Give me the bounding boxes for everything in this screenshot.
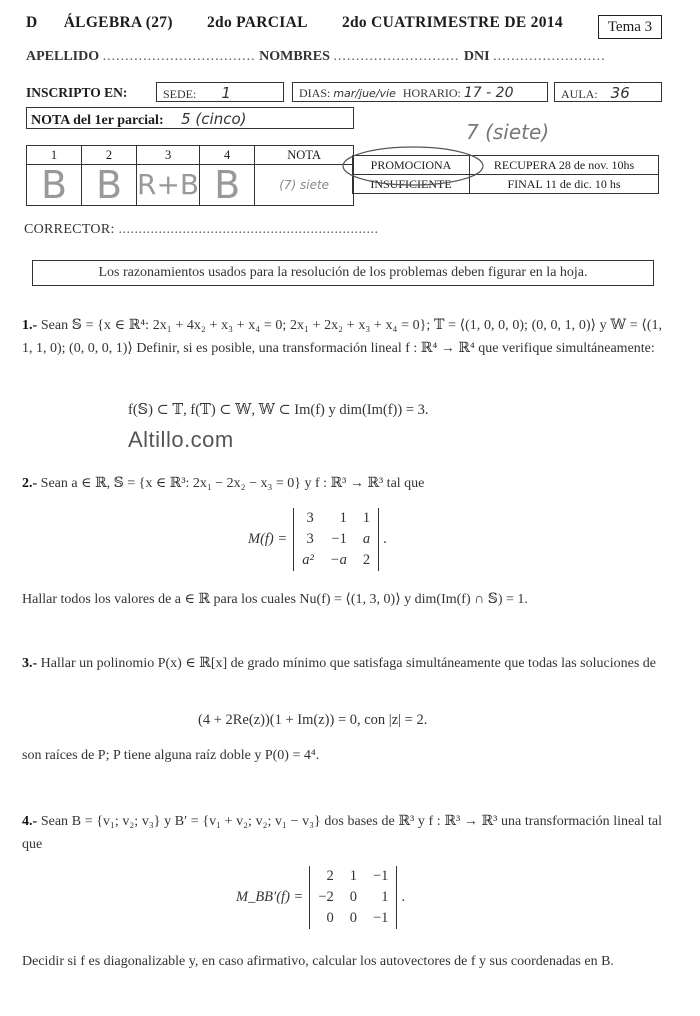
matrix-cell: −1 bbox=[331, 531, 347, 547]
header-code: D bbox=[26, 14, 38, 31]
grade-header-4: 4 bbox=[200, 146, 255, 165]
problem-4-text: Sean B = {v₁; v₂; v₃} y B′ = {v₁ + v₂; v₂; v₁ − v₃} dos bases de ℝ³ y f : ℝ³ → ℝ³ una transformación lineal tal que bbox=[22, 814, 663, 852]
grade-header-1: 1 bbox=[27, 146, 82, 165]
problem-2 bbox=[22, 472, 662, 495]
recupera-cell: RECUPERA 28 de nov. 10hs bbox=[470, 156, 659, 175]
sede-label: SEDE: bbox=[163, 87, 197, 101]
nota-final-handwritten: 7 (siete) bbox=[466, 120, 550, 144]
corrector-label: CORRECTOR: bbox=[24, 222, 115, 237]
problem-4-number: 4.- bbox=[22, 814, 38, 829]
matrix-cell: 3 bbox=[306, 510, 314, 526]
insuficiente-cell: INSUFICIENTE bbox=[353, 175, 470, 194]
final-cell: FINAL 11 de dic. 10 hs bbox=[470, 175, 659, 194]
grade-value-3[interactable]: R+B bbox=[137, 165, 200, 206]
dias-horario-box[interactable] bbox=[292, 82, 548, 102]
matrix-cell: 2 bbox=[362, 552, 371, 568]
problem-3 bbox=[22, 652, 662, 675]
problem-3-equation: (4 + 2Re(z))(1 + Im(z)) = 0, con |z| = 2. bbox=[198, 712, 428, 728]
matrix-cell: 3 bbox=[306, 531, 314, 547]
grade-value-1[interactable]: B bbox=[27, 165, 82, 206]
dias-value: mar/jue/vie bbox=[333, 87, 396, 100]
aula-label: AULA: bbox=[561, 87, 598, 101]
matrix-cell: a bbox=[362, 531, 371, 547]
corrector-field[interactable]: ................................................................. bbox=[118, 222, 379, 237]
horario-label: HORARIO: bbox=[402, 86, 461, 100]
matrix-cell: 1 bbox=[362, 510, 371, 526]
altillo-watermark: Altillo.com bbox=[128, 427, 234, 452]
dias-label: DIAS: bbox=[299, 86, 331, 100]
problem-2-matrix: M(f) = 3 1 1 3 −1 a a² −a 2 . bbox=[248, 508, 387, 571]
nota-primer-label: NOTA del 1er parcial: bbox=[31, 113, 164, 128]
instructions-notice: Los razonamientos usados para la resolución de los problemas deben figurar en la hoja. bbox=[32, 260, 654, 286]
aula-value: 36 bbox=[610, 84, 630, 102]
nota-primer-parcial-box[interactable] bbox=[26, 107, 354, 129]
sede-value: 1 bbox=[221, 84, 231, 102]
grades-header-row bbox=[27, 146, 354, 165]
grade-header-nota: NOTA bbox=[255, 146, 354, 165]
matrix-cell: 0 bbox=[349, 910, 357, 926]
matrix-m-f bbox=[293, 508, 379, 571]
matrix-cell: −1 bbox=[373, 910, 389, 926]
matrix-m-bb-f bbox=[309, 866, 397, 929]
problem-2-question: Hallar todos los valores de a ∈ ℝ para los cuales Nu(f) = ⟨(1, 3, 0)⟩ y dim(Im(f) ∩ 𝕊) = 1. bbox=[22, 592, 528, 607]
matrix-cell: 1 bbox=[381, 889, 389, 905]
matrix-cell: a² bbox=[302, 552, 314, 568]
problem-2-matrix-label: M(f) = bbox=[248, 531, 288, 547]
header-term: 2do CUATRIMESTRE DE 2014 bbox=[341, 14, 563, 31]
matrix-cell: −1 bbox=[373, 868, 389, 884]
problem-3-number: 3.- bbox=[22, 656, 38, 671]
dni-label: DNI bbox=[463, 49, 490, 64]
problem-1-text: Sean 𝕊 = {x ∈ ℝ⁴: 2x₁ + 4x₂ + x₃ + x₄ = 0; 2x₁ + 2x₂ + x₃ + x₄ = 0}; 𝕋 = ⟨(1, 0, 0, 0); (0, 0, 1, 0)⟩ y 𝕎 = ⟨(1, 1, 1, 0); (0, 0, 0, 1)⟩ Definir, si es posible, una transformación lineal f : ℝ⁴ → ℝ⁴ que verifique simultáneamente: bbox=[22, 318, 663, 356]
header-exam: 2do PARCIAL bbox=[206, 14, 308, 31]
grade-header-2: 2 bbox=[82, 146, 137, 165]
nombres-label: NOMBRES bbox=[259, 49, 330, 64]
inscripto-label: INSCRIPTO EN: bbox=[26, 85, 128, 100]
problem-1-conditions: f(𝕊) ⊂ 𝕋, f(𝕋) ⊂ 𝕎, 𝕎 ⊂ Im(f) y dim(Im(f)) = 3. bbox=[128, 402, 429, 418]
problem-4-question: Decidir si f es diagonalizable y, en caso afirmativo, calcular los autovectores de f y sus coordenadas en B. bbox=[22, 954, 614, 969]
matrix-cell: 0 bbox=[349, 889, 357, 905]
matrix-cell: 1 bbox=[339, 510, 347, 526]
problem-1-number: 1.- bbox=[22, 318, 38, 333]
apellido-label: APELLIDO bbox=[26, 49, 100, 64]
sede-box[interactable] bbox=[156, 82, 284, 102]
problem-3-tail: son raíces de P; P tiene alguna raíz doble y P(0) = 4⁴. bbox=[22, 748, 320, 763]
matrix-cell: 1 bbox=[349, 868, 357, 884]
matrix-cell: 0 bbox=[326, 910, 334, 926]
grade-value-4[interactable]: B bbox=[200, 165, 255, 206]
nombres-field[interactable]: ............................ bbox=[333, 49, 464, 64]
grades-table bbox=[26, 145, 354, 206]
exam-header bbox=[26, 14, 563, 32]
problem-2-text: Sean a ∈ ℝ, 𝕊 = {x ∈ ℝ³: 2x₁ − 2x₂ − x₃ = 0} y f : ℝ³ → ℝ³ tal que bbox=[40, 476, 425, 491]
matrix-cell: −a bbox=[329, 552, 347, 568]
student-name-row bbox=[26, 49, 606, 65]
problem-4 bbox=[22, 810, 662, 856]
grade-value-2[interactable]: B bbox=[82, 165, 137, 206]
apellido-field[interactable]: .................................. bbox=[102, 49, 256, 64]
matrix-cell: 2 bbox=[326, 868, 334, 884]
aula-box[interactable] bbox=[554, 82, 662, 102]
problem-3-text: Hallar un polinomio P(x) ∈ ℝ[x] de grado mínimo que satisfaga simultáneamente que todas las soluciones de bbox=[40, 656, 656, 671]
nota-primer-value: 5 (cinco) bbox=[181, 110, 247, 128]
horario-value: 17 - 20 bbox=[463, 85, 514, 101]
promociona-cell: PROMOCIONA bbox=[353, 156, 470, 175]
dni-field[interactable]: ......................... bbox=[493, 49, 606, 64]
problem-1 bbox=[22, 314, 662, 360]
tema-box: Tema 3 bbox=[598, 15, 662, 39]
grades-values-row bbox=[27, 165, 354, 206]
grade-value-nota[interactable]: (7) siete bbox=[255, 165, 354, 206]
grade-header-3: 3 bbox=[137, 146, 200, 165]
problem-4-matrix-label: M_BB′(f) = bbox=[236, 889, 304, 905]
header-subject: ÁLGEBRA (27) bbox=[63, 14, 173, 31]
matrix-cell: −2 bbox=[318, 889, 334, 905]
promociona-circle-mark bbox=[338, 142, 488, 190]
corrector-line bbox=[24, 222, 378, 238]
problem-4-matrix: M_BB′(f) = 2 1 −1 −2 0 1 0 0 −1 . bbox=[236, 866, 405, 929]
problem-2-number: 2.- bbox=[22, 476, 38, 491]
